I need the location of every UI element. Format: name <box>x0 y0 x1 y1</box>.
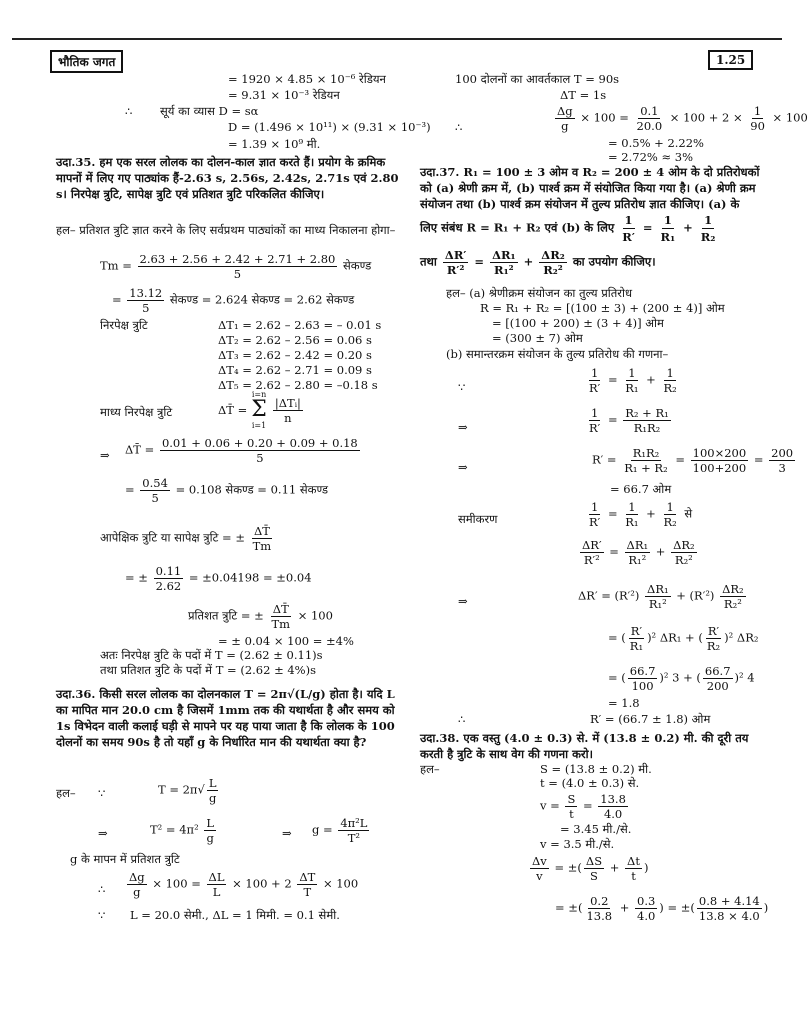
solution-37-intro: हल– (a) श्रेणीक्रम संयोजन का तुल्य प्रतिरोध <box>446 286 633 300</box>
velocity-error-value: = ±( $\frac{0.2}{13.8}$ + $\frac{0.3}{4.0}$ ) = ±( $\frac{0.8 + 4.14}{13.8 \times 4.0}$ ) <box>555 894 769 923</box>
eq-line: = 0.5% + 2.22% <box>608 136 704 150</box>
parallel-eq-1: $\frac{1}{R'}$ = $\frac{1}{\text{R₁}}$ + $\frac{1}{\text{R₂}}$ <box>589 366 677 395</box>
mean-value: = $\frac{13.12}{5}$ सेकण्ड = 2.624 सेकण्ड = 2.62 सेकण्ड <box>112 286 355 315</box>
period-squared: T² = 4π² $\frac{L}{g}$ <box>150 816 215 845</box>
error-relation: तथा $\frac{\Delta R'}{\text{R′²}}$ = $\frac{\text{ΔR₁}}{\text{R₁²}}$ + $\frac{\text{ΔR₂}}{\text{R₂²}}$ का उपयोग कीजिए। <box>420 248 656 277</box>
example-38-question: उदा.38. एक वस्तु (4.0 ± 0.3) से. में (13.8 ± 0.2) मी. की दूरी तय करती है त्रुटि के साथ वेग की गणना करो। <box>420 731 749 761</box>
error-value: = 1.8 <box>608 696 640 710</box>
conclusion-line: तथा प्रतिशत त्रुटि के पदों में T = (2.62 ± 4%)s <box>100 663 317 677</box>
parallel-result: = 66.7 ओम <box>610 482 672 496</box>
mean-equation: Tm = $\frac{2.63 + 2.56 + 2.42 + 2.71 + 2.80}{5}$ सेकण्ड <box>100 252 372 281</box>
implies-arrow: ⇒ <box>100 448 110 462</box>
parallel-eq-2: $\frac{1}{R'}$ = $\frac{\text{R₂ + R₁}}{\text{R₁R₂}}$ <box>589 406 669 435</box>
delta-t4: ΔT₄ = 2.62 – 2.71 = 0.09 s <box>218 363 372 377</box>
series-calc: R = R₁ + R₂ = [(100 ± 3) + (200 ± 4)] ओम <box>480 301 725 315</box>
error-eq-2: ΔR′ = (R′²) $\frac{\text{ΔR₁}}{\text{R₁²}}$ + (R′²) $\frac{\text{ΔR₂}}{\text{R₂²}}$ <box>578 582 744 611</box>
eq-line: = 9.31 × 10⁻³ रेडियन <box>228 88 340 102</box>
g-formula: g = $\frac{\text{4π²L}}{\text{T²}}$ <box>312 816 368 845</box>
velocity-formula: v = $\frac{S}{t}$ = $\frac{13.8}{4.0}$ <box>540 792 626 821</box>
velocity-error-eq: $\frac{\Delta v}{v}$ = ±( $\frac{\Delta S}{S}$ + $\frac{\Delta t}{t}$ ) <box>532 854 649 883</box>
mean-abs-value: = $\frac{0.54}{5}$ = 0.108 सेकण्ड = 0.11 सेकण्ड <box>125 476 329 505</box>
example-35-question: उदा.35. हम एक सरल लोलक का दोलन-काल ज्ञात करते हैं। प्रयोग के क्रमिक मापनों में लिए गए पाठ्यांक हैं-2.63 s, 2.56s, 2.42s, 2.71s एवं 2.80 s। निरपेक्ष त्रुटि, सापेक्ष त्रुटि एवं प्रतिशत त्रुटि परिकलित कीजिए। <box>56 155 399 201</box>
series-calc: = [(100 + 200) ± (3 + 4)] ओम <box>492 316 664 330</box>
example-37-question: उदा.37. R₁ = 100 ± 3 ओम व R₂ = 200 ± 4 ओम के दो प्रतिरोधकों को (a) श्रेणी क्रम में, (b) पार्श्व क्रम में संयोजित किया गया है। (a) श्रेणी क्रम संयोजन तथा (b) पार्श्व क्रम संयोजन में तुल्य प्रतिरोध ज्ञात कीजिए। (a) के लिए संबंध R = R₁ + R₂ एवं (b) के लिए $\frac{1}{R'}$ = $\frac{1}{\text{R₁}}$ + $\frac{1}{\text{R₂}}$ <box>420 165 760 244</box>
percent-error: प्रतिशत त्रुटि = ± $\frac{\Delta T̄}{Tm}$ × 100 <box>188 602 333 631</box>
g-percent-label: g के मापन में प्रतिशत त्रुटि <box>70 852 180 866</box>
period-value: 100 दोलनों का आवर्तकाल T = 90s <box>455 72 620 86</box>
period-formula: T = 2π√ $\frac{L}{g}$ <box>158 776 217 805</box>
eq-line: = 2.72% ≈ 3% <box>608 150 694 164</box>
mean-abs-label: माध्य निरपेक्ष त्रुटि <box>100 405 173 419</box>
therefore-symbol: ∴ <box>455 120 463 134</box>
eq-line: = 1920 × 4.85 × 10⁻⁶ रेडियन <box>228 72 386 86</box>
because-symbol: ∵ <box>458 380 466 394</box>
delta-t-value: ΔT = 1s <box>560 88 607 102</box>
eq-line: = 1.39 × 10⁹ मी. <box>228 137 321 151</box>
solution-36-label: हल– <box>56 786 76 800</box>
delta-t1: ΔT₁ = 2.62 – 2.63 = – 0.01 s <box>218 318 382 332</box>
velocity-rounded: v = 3.5 मी./से. <box>540 837 615 851</box>
samikaran-label: समीकरण <box>458 512 498 526</box>
delta-t2: ΔT₂ = 2.62 – 2.56 = 0.06 s <box>218 333 372 347</box>
error-eq-3: = ( $\frac{R'}{\text{R₁}}$ )² ΔR₁ + ( $\frac{R'}{\text{R₂}}$ )² ΔR₂ <box>608 624 759 653</box>
velocity-value: = 3.45 मी./से. <box>560 822 632 836</box>
eq-line: D = (1.496 × 10¹¹) × (9.31 × 10⁻³) <box>228 120 431 134</box>
because-symbol: ∵ <box>98 786 106 800</box>
implies-arrow: ⇒ <box>458 420 468 434</box>
delta-t5: ΔT₅ = 2.62 – 2.80 = –0.18 s <box>218 378 378 392</box>
g-percent-formula: $\frac{\Delta g}{g}$ × 100 = $\frac{\Delta L}{L}$ × 100 + 2 $\frac{\Delta T}{T}$ × 100 <box>129 870 359 899</box>
mean-abs-formula: ΔT̄ = i=n Σ i=1 $\frac{\text{|ΔTᵢ|}}{n}$ <box>218 390 301 430</box>
implies-arrow: ⇒ <box>458 594 468 608</box>
book-title: भौतिक जगत <box>50 50 123 73</box>
implies-arrow: ⇒ <box>98 826 108 840</box>
solution-38-label: हल– <box>420 762 440 776</box>
page-number: 1.25 <box>708 50 753 70</box>
relative-error: आपेक्षिक त्रुटि या सापेक्ष त्रुटि = ± $\frac{\Delta T̄}{Tm}$ <box>100 524 272 553</box>
relative-error-value: = ± $\frac{0.11}{2.62}$ = ±0.04198 = ±0.04 <box>125 564 312 593</box>
error-eq-4: = ( $\frac{66.7}{100}$ )² 3 + ( $\frac{66.7}{200}$ )² 4 <box>608 664 755 693</box>
final-resistance: R′ = (66.7 ± 1.8) ओम <box>590 712 711 726</box>
equation-ref: $\frac{1}{R'}$ = $\frac{1}{\text{R₁}}$ + $\frac{1}{\text{R₂}}$ से <box>589 500 693 529</box>
because-symbol: ∵ <box>98 908 106 922</box>
time-value: t = (4.0 ± 0.3) से. <box>540 776 640 790</box>
percent-error-value: = ± 0.04 × 100 = ±4% <box>218 634 354 648</box>
therefore-symbol: ∴ <box>458 712 466 726</box>
example-36-question: उदा.36. किसी सरल लोलक का दोलनकाल T = 2π√(L/g) होता है। यदि L का मापित मान 20.0 cm है जिसमें 1mm तक की यथार्थता है और समय को 1s विभेदन वाली कलाई घड़ी से मापने पर यह पाया जाता है कि लोलक के 100 दोलनों का समय 90s है तो यहाँ g के निर्धारित मान की यथार्थता क्या है? <box>56 687 395 749</box>
delta-t3: ΔT₃ = 2.62 – 2.42 = 0.20 s <box>218 348 372 362</box>
distance-value: S = (13.8 ± 0.2) मी. <box>540 762 652 776</box>
implies-arrow: ⇒ <box>282 826 292 840</box>
error-eq: $\frac{\Delta R'}{\text{R′²}}$ = $\frac{\text{ΔR₁}}{\text{R₁²}}$ + $\frac{\text{ΔR₂}}{\text{R₂²}}$ <box>582 538 695 567</box>
header-rule <box>12 38 782 40</box>
g-error-calc: $\frac{\Delta g}{g}$ × 100 = $\frac{0.1}{20.0}$ × 100 + 2 × $\frac{1}{90}$ × 100 <box>557 104 808 133</box>
mean-abs-sum: ΔT̄ = $\frac{0.01 + 0.06 + 0.20 + 0.09 + 0.18}{5}$ <box>125 436 358 465</box>
abs-error-label: निरपेक्ष त्रुटि <box>100 318 148 332</box>
therefore-symbol: ∴ <box>98 882 106 896</box>
length-values: L = 20.0 सेमी., ΔL = 1 मिमी. = 0.1 सेमी. <box>130 908 340 922</box>
parallel-intro: (b) समान्तरक्रम संयोजन के तुल्य प्रतिरोध की गणना– <box>446 347 669 361</box>
series-calc: = (300 ± 7) ओम <box>492 331 583 345</box>
implies-arrow: ⇒ <box>458 460 468 474</box>
conclusion-line: अतः निरपेक्ष त्रुटि के पदों में T = (2.62 ± 0.11)s <box>100 648 323 662</box>
therefore-symbol: ∴ <box>125 104 133 118</box>
eq-line: सूर्य का व्यास D = sα <box>160 104 259 118</box>
parallel-eq-3: R′ = $\frac{\text{R₁R₂}}{\text{R₁ + R₂}}$ = $\frac{100\times 200}{100+200}$ = $\frac{200}{3}$ <box>592 446 794 475</box>
solution-35-intro: हल– प्रतिशत त्रुटि ज्ञात करने के लिए सर्वप्रथम पाठ्यांकों का माध्य निकालना होगा– <box>56 223 396 237</box>
